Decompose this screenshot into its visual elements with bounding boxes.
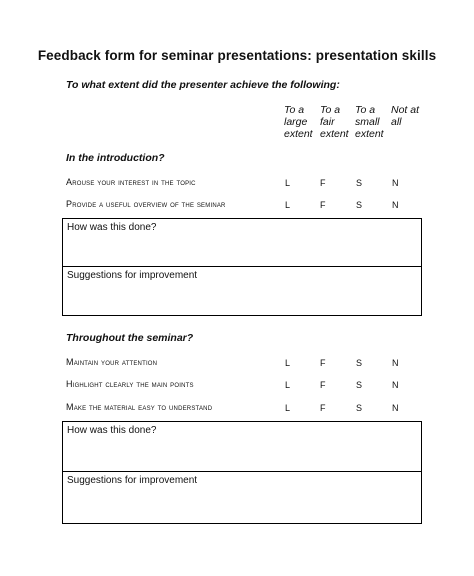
suggestions-label: Suggestions for improvement xyxy=(67,270,198,281)
rating-small[interactable]: S xyxy=(356,380,363,390)
how-label: How was this done? xyxy=(67,425,157,436)
scale-not-at-all: Not at all xyxy=(391,104,420,128)
item-material-easy: Make the material easy to understand xyxy=(66,402,213,412)
rating-large[interactable]: L xyxy=(285,178,291,188)
main-question: To what extent did the presenter achieve the following: xyxy=(66,79,340,91)
rating-none[interactable]: N xyxy=(392,380,399,390)
scale-fair-extent: To a fair extent xyxy=(320,104,349,140)
rating-none[interactable]: N xyxy=(392,178,399,188)
rating-large[interactable]: L xyxy=(285,380,291,390)
rating-fair[interactable]: F xyxy=(320,380,326,390)
suggestions-label: Suggestions for improvement xyxy=(67,475,198,486)
section-heading-introduction: In the introduction? xyxy=(66,152,165,164)
comments-box-throughout xyxy=(62,421,422,524)
rating-fair[interactable]: F xyxy=(320,403,326,413)
how-was-this-done-field[interactable] xyxy=(63,219,421,266)
rating-small[interactable]: S xyxy=(356,358,363,368)
how-label: How was this done? xyxy=(67,222,157,233)
rating-fair[interactable]: F xyxy=(320,200,326,210)
item-arouse-interest: Arouse your interest in the topic xyxy=(66,177,196,187)
form-title: Feedback form for seminar presentations: presentation skills xyxy=(37,48,437,63)
scale-large-extent: To a large extent xyxy=(284,104,313,140)
how-was-this-done-field[interactable] xyxy=(63,422,421,471)
rating-large[interactable]: L xyxy=(285,200,291,210)
rating-fair[interactable]: F xyxy=(320,358,326,368)
rating-small[interactable]: S xyxy=(356,178,363,188)
rating-small[interactable]: S xyxy=(356,200,363,210)
item-highlight-main-points: Highlight clearly the main points xyxy=(66,379,194,389)
item-maintain-attention: Maintain your attention xyxy=(66,357,158,367)
rating-large[interactable]: L xyxy=(285,358,291,368)
rating-small[interactable]: S xyxy=(356,403,363,413)
suggestions-field[interactable] xyxy=(63,266,421,314)
rating-none[interactable]: N xyxy=(392,358,399,368)
item-useful-overview: Provide a useful overview of the seminar xyxy=(66,199,226,209)
section-heading-throughout: Throughout the seminar? xyxy=(66,332,194,344)
suggestions-field[interactable] xyxy=(63,471,421,522)
scale-small-extent: To a small extent xyxy=(355,104,384,140)
rating-none[interactable]: N xyxy=(392,403,399,413)
rating-fair[interactable]: F xyxy=(320,178,326,188)
rating-large[interactable]: L xyxy=(285,403,291,413)
comments-box-introduction xyxy=(62,218,422,316)
rating-none[interactable]: N xyxy=(392,200,399,210)
